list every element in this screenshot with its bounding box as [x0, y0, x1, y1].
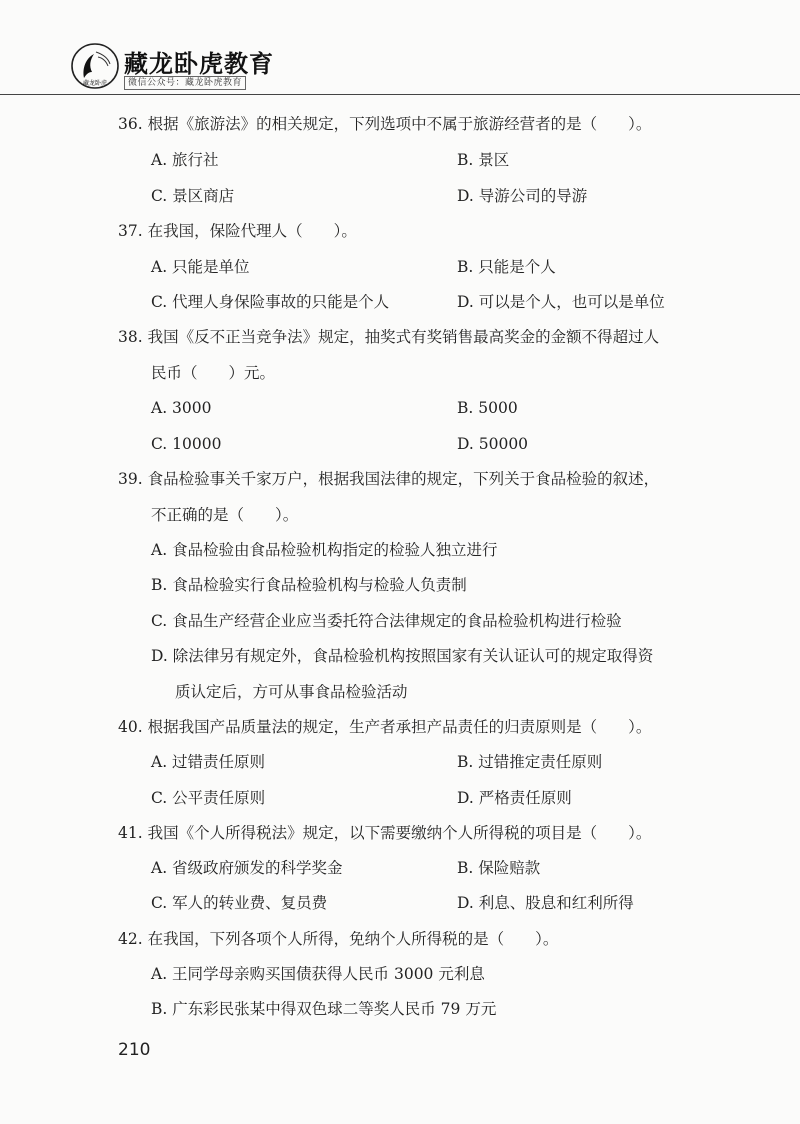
question-39-option-c: C. 食品生产经营企业应当委托符合法律规定的食品检验机构进行检验: [151, 612, 622, 630]
question-36-stem: 36. 根据《旅游法》的相关规定，下列选项中不属于旅游经营者的是（ ）。: [118, 115, 652, 133]
question-37-option-d: D. 可以是个人，也可以是单位: [457, 293, 665, 311]
question-40-option-d: D. 严格责任原则: [457, 789, 572, 807]
question-36-option-c: C. 景区商店: [151, 187, 235, 205]
header-divider: [0, 94, 800, 95]
question-39-option-b: B. 食品检验实行食品检验机构与检验人负责制: [151, 576, 467, 594]
question-38-option-a: A. 3000: [151, 399, 212, 417]
page-number: 210: [118, 1040, 151, 1060]
question-38-option-b: B. 5000: [457, 399, 518, 417]
question-36-option-a: A. 旅行社: [151, 151, 219, 169]
question-36-option-d: D. 导游公司的导游: [457, 187, 588, 205]
question-42-stem: 42. 在我国，下列各项个人所得，免纳个人所得税的是（ ）。: [118, 930, 559, 948]
brand-logo-icon: [70, 42, 120, 90]
question-40-option-c: C. 公平责任原则: [151, 789, 266, 807]
brand-subtitle: 微信公众号：藏龙卧虎教育: [124, 76, 246, 90]
question-41-option-c: C. 军人的转业费、复员费: [151, 894, 328, 912]
question-39-stem: 39. 食品检验事关千家万户，根据我国法律的规定，下列关于食品检验的叙述，: [118, 470, 660, 488]
page-header: [0, 0, 800, 96]
question-39-option-a: A. 食品检验由食品检验机构指定的检验人独立进行: [151, 541, 498, 559]
question-42-option-a: A. 王同学母亲购买国债获得人民币 3000 元利息: [151, 965, 485, 983]
question-42-option-b: B. 广东彩民张某中得双色球二等奖人民币 79 万元: [151, 1000, 497, 1018]
question-41-option-b: B. 保险赔款: [457, 859, 541, 877]
question-38-option-c: C. 10000: [151, 435, 222, 453]
question-38-stem: 38. 我国《反不正当竞争法》规定，抽奖式有奖销售最高奖金的金额不得超过人: [118, 328, 660, 346]
question-41-stem: 41. 我国《个人所得税法》规定，以下需要缴纳个人所得税的项目是（ ）。: [118, 824, 652, 842]
question-36-option-b: B. 景区: [457, 151, 510, 169]
question-40-stem: 40. 根据我国产品质量法的规定，生产者承担产品责任的归责原则是（ ）。: [118, 718, 652, 736]
question-37-option-b: B. 只能是个人: [457, 258, 556, 276]
question-39-option-d: D. 除法律另有规定外，食品检验机构按照国家有关认证认可的规定取得资: [151, 647, 654, 665]
question-37-option-a: A. 只能是单位: [151, 258, 250, 276]
question-40-option-a: A. 过错责任原则: [151, 753, 266, 771]
question-38-stem-continued: 民币（ ）元。: [151, 364, 276, 382]
brand-name: 藏龙卧虎教育: [124, 50, 274, 78]
question-41-option-d: D. 利息、股息和红利所得: [457, 894, 634, 912]
question-38-option-d: D. 50000: [457, 435, 529, 453]
svg-text:藏龙卧虎: 藏龙卧虎: [82, 80, 108, 87]
question-39-option-d-continued: 质认定后，方可从事食品检验活动: [175, 683, 408, 701]
question-41-option-a: A. 省级政府颁发的科学奖金: [151, 859, 343, 877]
question-40-option-b: B. 过错推定责任原则: [457, 753, 603, 771]
question-39-stem-continued: 不正确的是（ ）。: [151, 506, 299, 524]
question-37-option-c: C. 代理人身保险事故的只能是个人: [151, 293, 390, 311]
question-37-stem: 37. 在我国，保险代理人（ ）。: [118, 222, 357, 240]
